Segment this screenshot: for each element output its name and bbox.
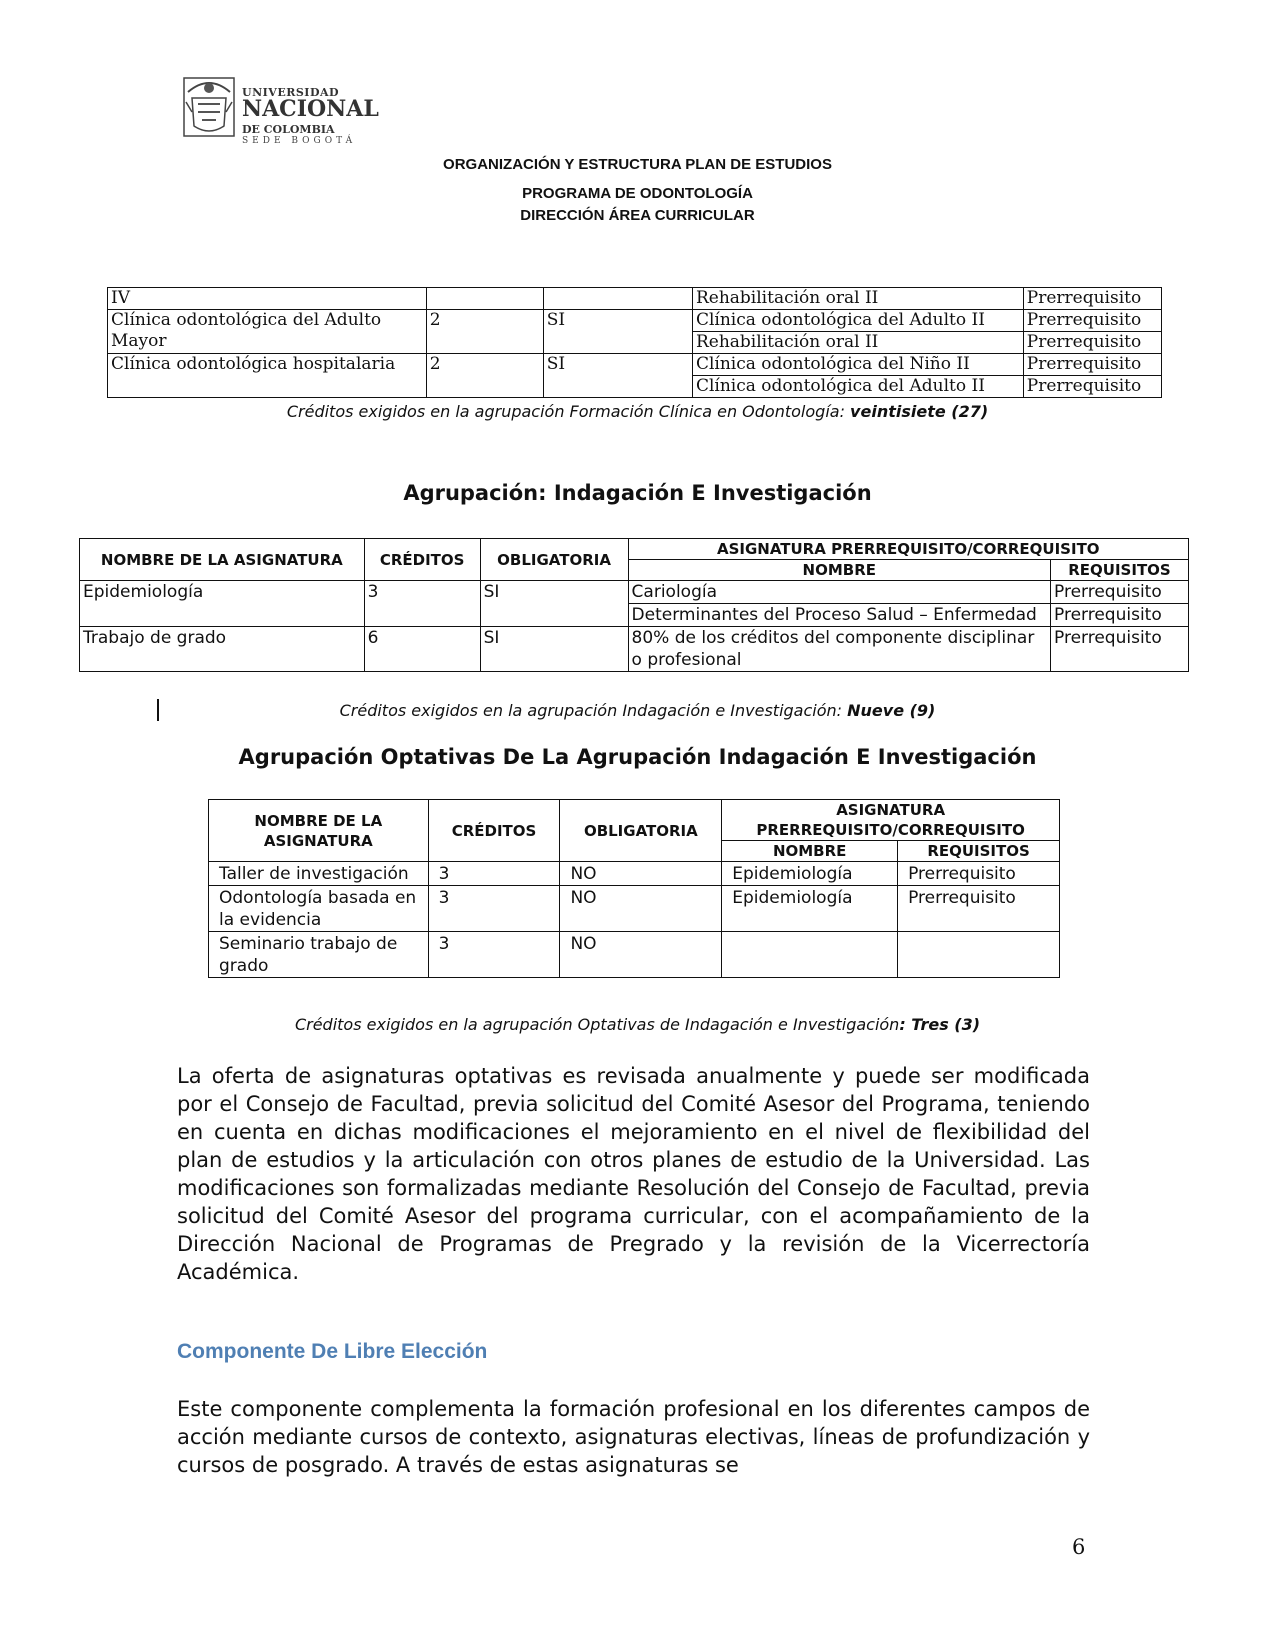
table-cell: Determinantes del Proceso Salud – Enfermedad bbox=[628, 604, 1050, 627]
table-cell: Prerrequisito bbox=[1051, 581, 1189, 604]
table-cell: 2 bbox=[426, 310, 543, 354]
table-cell: IV bbox=[108, 288, 427, 310]
table-row bbox=[80, 581, 1189, 604]
table-cell: Seminario trabajo de grado bbox=[209, 932, 429, 978]
header-credits: CRÉDITOS bbox=[364, 539, 480, 581]
table-cell bbox=[426, 288, 543, 310]
table-cell: Clínica odontológica del Adulto Mayor bbox=[108, 310, 427, 354]
table-cell: Prerrequisito bbox=[1023, 288, 1161, 310]
header-prereq: ASIGNATURA PRERREQUISITO/CORREQUISITO bbox=[628, 539, 1188, 560]
table-cell: 3 bbox=[428, 886, 560, 932]
table-cell bbox=[898, 932, 1060, 978]
table-cell: Prerrequisito bbox=[1023, 354, 1161, 376]
table-cell: Epidemiología bbox=[722, 862, 898, 886]
caption-credits: : Tres (3) bbox=[899, 1015, 981, 1034]
caption-text: Créditos exigidos en la agrupación Optativas de Indagación e Investigación bbox=[294, 1015, 900, 1034]
table-cell: Odontología basada en la evidencia bbox=[209, 886, 429, 932]
document-title: ORGANIZACIÓN Y ESTRUCTURA PLAN DE ESTUDIOS bbox=[443, 156, 832, 173]
header-name: NOMBRE DE LA ASIGNATURA bbox=[80, 539, 365, 581]
table-cell: 80% de los créditos del componente disciplinar o profesional bbox=[628, 627, 1050, 672]
table-cell: SI bbox=[480, 627, 628, 672]
table-cell: NO bbox=[560, 862, 722, 886]
table-caption bbox=[0, 701, 1275, 720]
header-mandatory: OBLIGATORIA bbox=[560, 800, 722, 862]
table-cell: SI bbox=[480, 581, 628, 627]
logo-text-de-colombia: DE COLOMBIA bbox=[242, 123, 335, 136]
table-cell: Rehabilitación oral II bbox=[692, 332, 1023, 354]
section-title: Agrupación Optativas De La Agrupación Indagación E Investigación bbox=[238, 745, 1037, 769]
direction-title: DIRECCIÓN ÁREA CURRICULAR bbox=[520, 207, 755, 224]
section-heading: Componente De Libre Elección bbox=[177, 1340, 488, 1363]
logo-text-sede: SEDE BOGOTÁ bbox=[242, 136, 357, 146]
table-cell: Clínica odontológica del Adulto II bbox=[692, 376, 1023, 398]
logo-text-universidad: UNIVERSIDAD bbox=[242, 86, 340, 99]
research-electives-table bbox=[208, 799, 1060, 978]
table-cell: 3 bbox=[428, 862, 560, 886]
table-header-row bbox=[209, 800, 1060, 841]
table-cell: Epidemiología bbox=[722, 886, 898, 932]
table-caption bbox=[0, 1015, 1275, 1034]
section-title: Agrupación: Indagación E Investigación bbox=[403, 481, 872, 505]
page-number: 6 bbox=[1072, 1535, 1086, 1559]
table-cell: Trabajo de grado bbox=[80, 627, 365, 672]
table-header-row bbox=[80, 539, 1189, 560]
table-cell: Prerrequisito bbox=[898, 862, 1060, 886]
body-paragraph: Este componente complementa la formación profesional en los diferentes campos de acción mediante cursos de contexto, asignaturas electivas, líneas de profundización y cursos de posgrado. A través de estas asignaturas se bbox=[177, 1397, 1090, 1477]
table-cell: 6 bbox=[364, 627, 480, 672]
table-row bbox=[80, 627, 1189, 672]
table-row bbox=[108, 354, 1162, 376]
caption-text: Créditos exigidos en la agrupación Indagación e Investigación: bbox=[339, 701, 848, 720]
table-cell: SI bbox=[543, 310, 692, 354]
table-cell: Epidemiología bbox=[80, 581, 365, 627]
header-sub-req: REQUISITOS bbox=[1051, 560, 1189, 581]
caption-credits: Nueve (9) bbox=[847, 701, 936, 720]
university-crest-icon bbox=[180, 72, 238, 140]
table-cell: Prerrequisito bbox=[1051, 604, 1189, 627]
header-credits: CRÉDITOS bbox=[428, 800, 560, 862]
clinical-training-table bbox=[107, 287, 1162, 398]
table-cell: Prerrequisito bbox=[1023, 332, 1161, 354]
table-row bbox=[108, 288, 1162, 310]
header-sub-name: NOMBRE bbox=[628, 560, 1050, 581]
header-prereq: ASIGNATURA PRERREQUISITO/CORREQUISITO bbox=[722, 800, 1060, 841]
table-cell: Clínica odontológica hospitalaria bbox=[108, 354, 427, 398]
table-cell: 3 bbox=[428, 932, 560, 978]
table-cell bbox=[722, 932, 898, 978]
header-name: NOMBRE DE LA ASIGNATURA bbox=[209, 800, 429, 862]
header-mandatory: OBLIGATORIA bbox=[480, 539, 628, 581]
caption-text: Créditos exigidos en la agrupación Formación Clínica en Odontología: bbox=[286, 402, 851, 421]
program-title: PROGRAMA DE ODONTOLOGÍA bbox=[522, 185, 753, 202]
table-cell: Prerrequisito bbox=[898, 886, 1060, 932]
table-row bbox=[209, 932, 1060, 978]
table-cell: SI bbox=[543, 354, 692, 398]
table-cell: Prerrequisito bbox=[1023, 310, 1161, 332]
header-sub-name: NOMBRE bbox=[722, 841, 898, 862]
table-cell: NO bbox=[560, 886, 722, 932]
table-row bbox=[209, 862, 1060, 886]
table-cell: Cariología bbox=[628, 581, 1050, 604]
university-logo bbox=[180, 72, 379, 146]
table-cell: 3 bbox=[364, 581, 480, 627]
caption-credits: veintisiete (27) bbox=[850, 402, 989, 421]
header-sub-req: REQUISITOS bbox=[898, 841, 1060, 862]
logo-text-nacional: NACIONAL bbox=[242, 96, 379, 122]
table-cell: Rehabilitación oral II bbox=[692, 288, 1023, 310]
table-row bbox=[209, 886, 1060, 932]
table-cell: Clínica odontológica del Niño II bbox=[692, 354, 1023, 376]
table-cell bbox=[543, 288, 692, 310]
table-cell: Clínica odontológica del Adulto II bbox=[692, 310, 1023, 332]
table-row bbox=[108, 310, 1162, 332]
table-cell: Prerrequisito bbox=[1023, 376, 1161, 398]
table-cell: Prerrequisito bbox=[1051, 627, 1189, 672]
table-cell: Taller de investigación bbox=[209, 862, 429, 886]
research-table bbox=[79, 538, 1189, 672]
table-cell: 2 bbox=[426, 354, 543, 398]
body-paragraph: La oferta de asignaturas optativas es revisada anualmente y puede ser modificada por el Consejo de Facultad, previa solicitud del Comité Asesor del Programa, teniendo en cuenta en dichas modificaciones el mejoramiento en el nivel de flexibilidad del plan de estudios y la articulación con otros planes de estudio de la Universidad. Las modificaciones son formalizadas mediante Resolución del Consejo de Facultad, previa solicitud del Comité Asesor del programa curricular, con el acompañamiento de la Dirección Nacional de Programas de Pregrado y la revisión de la Vicerrectoría Académica. bbox=[177, 1064, 1090, 1284]
table-cell: NO bbox=[560, 932, 722, 978]
table-caption bbox=[0, 402, 1275, 421]
